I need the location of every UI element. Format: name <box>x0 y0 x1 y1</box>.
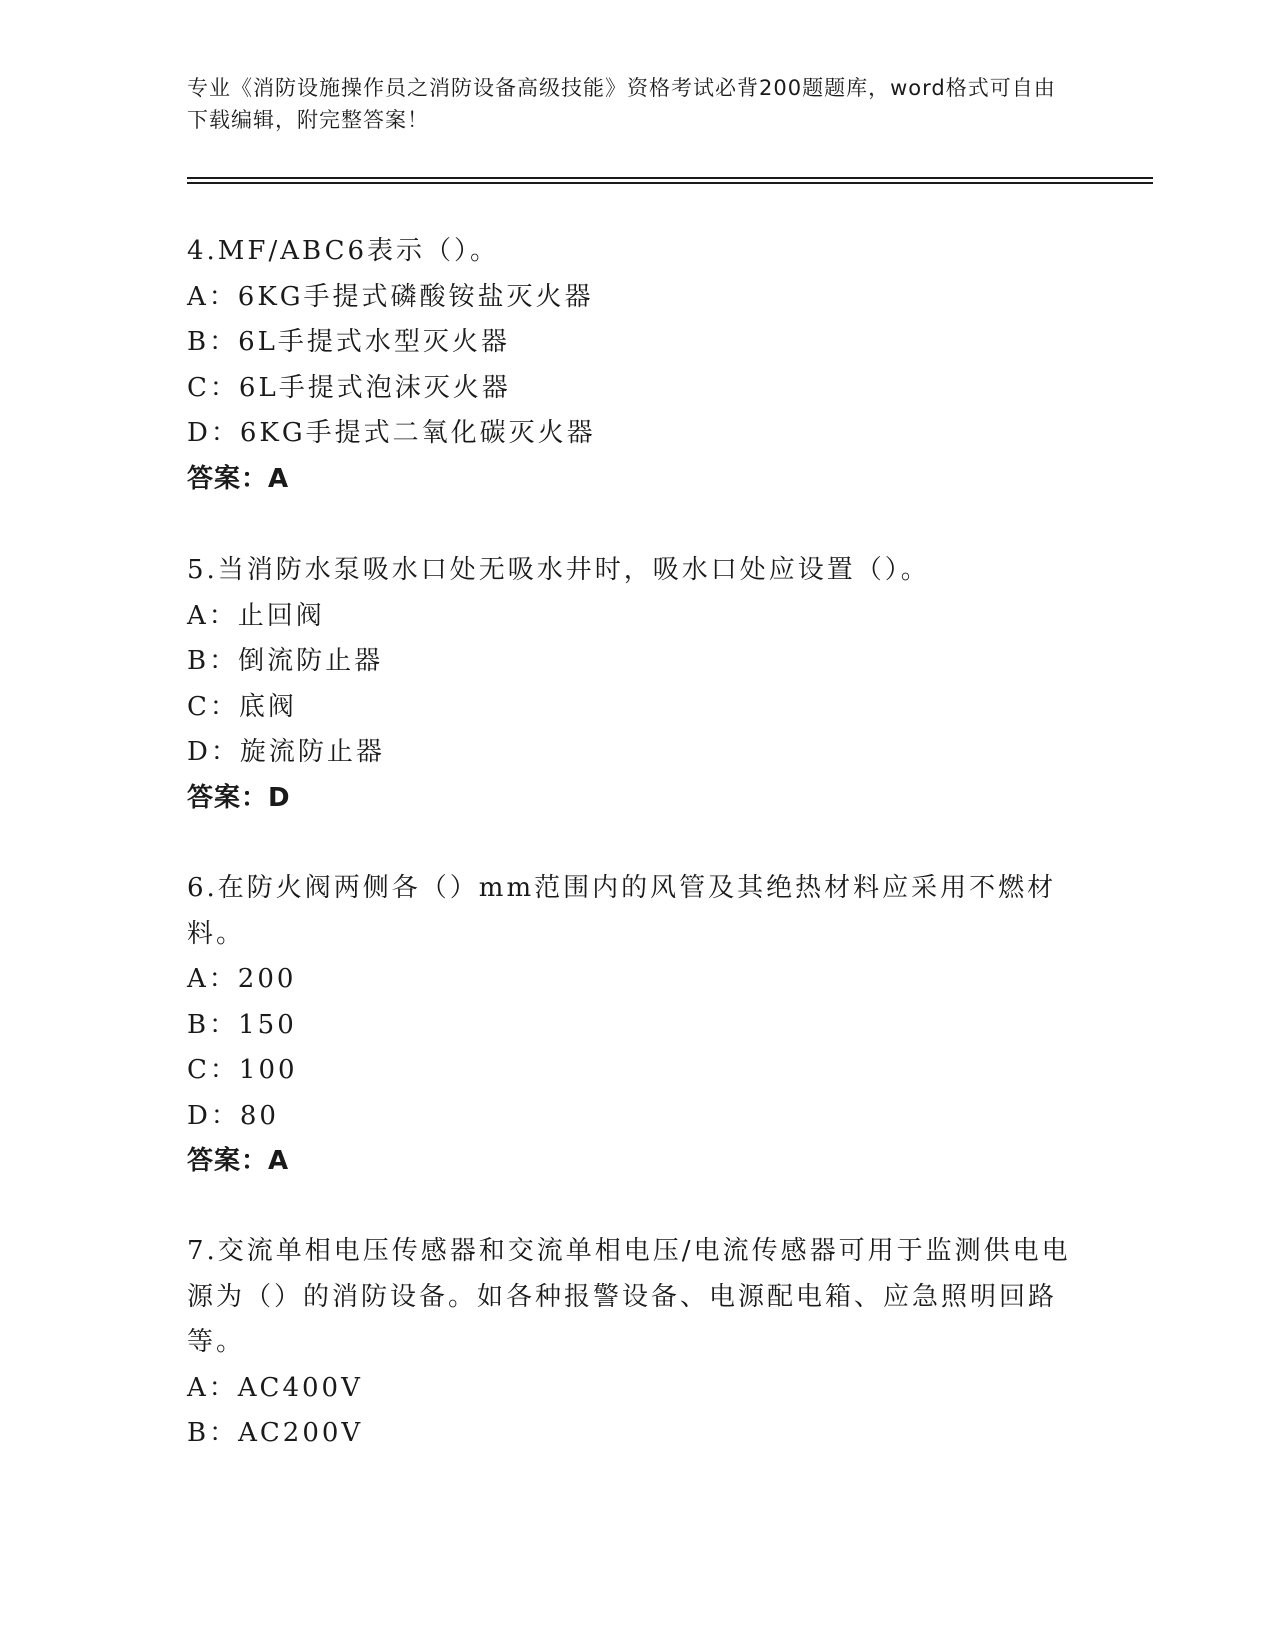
option-a <box>187 1366 1087 1412</box>
option-text: AC200V <box>238 1418 364 1448</box>
header-divider-top <box>187 177 1153 179</box>
option-b <box>187 320 1087 366</box>
option-letter: C： <box>187 372 239 403</box>
option-letter: D： <box>187 1100 240 1131</box>
option-b <box>187 1003 1087 1049</box>
option-letter: D： <box>187 737 240 767</box>
option-d <box>187 730 1087 776</box>
header-divider-bottom <box>187 182 1153 184</box>
option-a <box>187 957 1087 1003</box>
option-letter: B： <box>187 646 239 676</box>
question-4 <box>187 229 1087 502</box>
option-text: 倒流防止器 <box>238 646 384 676</box>
option-letter: D： <box>187 418 240 448</box>
answer-line: 答案：D <box>187 782 291 813</box>
option-text: 底阀 <box>238 691 297 722</box>
option-letter: B： <box>187 1418 239 1448</box>
option-d <box>187 411 1087 457</box>
option-text: 6KG手提式磷酸铵盐灭火器 <box>237 281 594 312</box>
option-letter: B： <box>187 1009 239 1040</box>
question-5 <box>187 548 1087 821</box>
option-text: 6L手提式水型灭火器 <box>238 327 510 357</box>
option-text: 100 <box>238 1055 298 1085</box>
option-c <box>187 366 1087 412</box>
option-text: 80 <box>239 1100 279 1131</box>
question-7 <box>187 1229 1087 1457</box>
option-letter: C： <box>187 691 239 722</box>
option-text: 150 <box>238 1009 297 1040</box>
document-header: 专业《消防设施操作员之消防设备高级技能》资格考试必背200题题库，word格式可自由下载编辑，附完整答案！ <box>187 76 1056 132</box>
answer-line: 答案：A <box>187 463 290 494</box>
option-b <box>187 1411 1087 1457</box>
option-letter: C： <box>187 1055 239 1085</box>
option-text: AC400V <box>237 1372 363 1403</box>
question-stem: 6.在防火阀两侧各（）mm范围内的风管及其绝热材料应采用不燃材料。 <box>187 873 1057 949</box>
option-text: 6L手提式泡沫灭火器 <box>238 372 511 403</box>
option-a <box>187 594 1087 640</box>
option-d <box>187 1094 1087 1140</box>
option-c <box>187 685 1087 731</box>
option-letter: A： <box>187 600 238 631</box>
option-text: 旋流防止器 <box>239 737 385 767</box>
question-stem: 5.当消防水泵吸水口处无吸水井时，吸水口处应设置（）。 <box>187 555 930 585</box>
option-letter: B： <box>187 327 239 357</box>
option-a <box>187 275 1087 321</box>
question-6 <box>187 866 1087 1185</box>
answer-line: 答案：A <box>187 1146 290 1176</box>
option-text: 6KG手提式二氧化碳灭火器 <box>239 418 596 448</box>
option-letter: A： <box>187 281 238 312</box>
option-letter: A： <box>187 1372 238 1403</box>
option-text: 200 <box>237 964 297 994</box>
option-c <box>187 1048 1087 1094</box>
question-stem: 7.交流单相电压传感器和交流单相电压/电流传感器可用于监测供电电源为（）的消防设备。如各种报警设备、电源配电箱、应急照明回路等。 <box>187 1236 1071 1357</box>
option-letter: A： <box>187 964 238 994</box>
option-text: 止回阀 <box>237 600 325 631</box>
question-stem: 4.MF/ABC6表示（）。 <box>187 236 500 266</box>
option-b <box>187 639 1087 685</box>
